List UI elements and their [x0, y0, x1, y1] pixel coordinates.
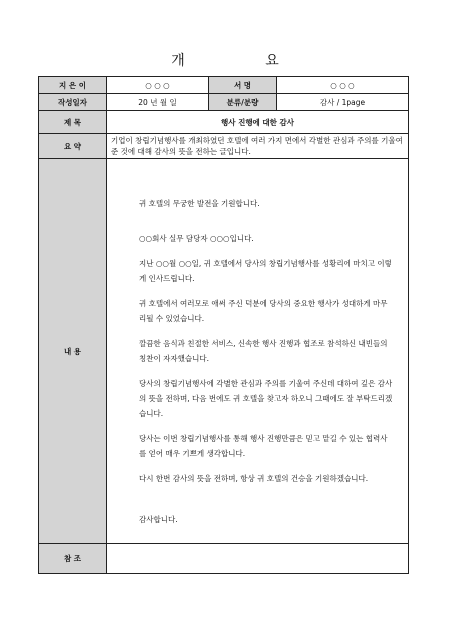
content-label: 내 용 — [39, 159, 107, 544]
category-label: 분류/분량 — [209, 94, 277, 111]
author-row — [39, 77, 409, 94]
summary-label: 요 약 — [39, 134, 107, 159]
signer-value[interactable]: ○ ○ ○ — [277, 77, 409, 94]
page-title: 개 요 — [171, 53, 317, 69]
content-paragraphs — [111, 196, 404, 527]
summary-value[interactable]: 기업이 창립기념행사를 개최하였던 호텔에 여러 가지 면에서 각별한 관심과 주의를 기울여 준 것에 대해 감사의 뜻을 전하는 글입니다. — [107, 134, 409, 159]
content-paragraph: 감사합니다. — [139, 514, 178, 524]
reference-row — [39, 544, 409, 574]
content-paragraph: 다시 한번 감사의 뜻을 전하며, 항상 귀 호텔의 건승을 기원하겠습니다. — [139, 473, 369, 483]
content-body[interactable] — [107, 159, 409, 544]
content-paragraph: 당사는 이번 창립기념행사를 통해 행사 진행만큼은 믿고 맡길 수 있는 협력사를 얻어 매우 기쁘게 생각합니다. — [139, 433, 388, 458]
reference-label: 참 조 — [39, 544, 107, 574]
subject-row — [39, 111, 409, 134]
overview-form-table — [38, 76, 409, 574]
content-paragraph: 귀 호텔에서 여러모로 애써 주신 덕분에 당사의 중요한 행사가 성대하게 마무리될 수 있었습니다. — [139, 298, 388, 323]
author-label: 지 은 이 — [39, 77, 107, 94]
signer-label: 서 명 — [209, 77, 277, 94]
content-paragraph: 귀 호텔의 무궁한 발전을 기원합니다. — [139, 198, 260, 208]
category-value[interactable]: 감사 / 1page — [277, 94, 409, 111]
reference-value[interactable] — [107, 544, 409, 574]
content-paragraph: 당사의 창립기념행사에 각별한 관심과 주의를 기울여 주신데 대하여 깊은 감사의 뜻을 전하며, 다음 번에도 귀 호텔을 찾고자 하오니 그때에도 잘 부탁드리겠습니다. — [139, 378, 393, 418]
author-value[interactable]: ○ ○ ○ — [107, 77, 209, 94]
subject-value[interactable]: 행사 진행에 대한 감사 — [107, 111, 409, 134]
content-row — [39, 159, 409, 544]
date-value[interactable]: 20 년 월 일 — [107, 94, 209, 111]
content-paragraph: 지난 ○○월 ○○일, 귀 호텔에서 당사의 창립기념행사를 성황리에 마치고 이렇게 인사드립니다. — [139, 258, 392, 283]
content-paragraph: ○○회사 실무 담당자 ○○○입니다. — [139, 233, 254, 243]
subject-label: 제 목 — [39, 111, 107, 134]
date-row — [39, 94, 409, 111]
content-paragraph: 깔끔한 음식과 친절한 서비스, 신속한 행사 진행과 협조로 참석하신 내빈들의 칭찬이 자자했습니다. — [139, 338, 388, 363]
date-label: 작성일자 — [39, 94, 107, 111]
summary-row — [39, 134, 409, 159]
